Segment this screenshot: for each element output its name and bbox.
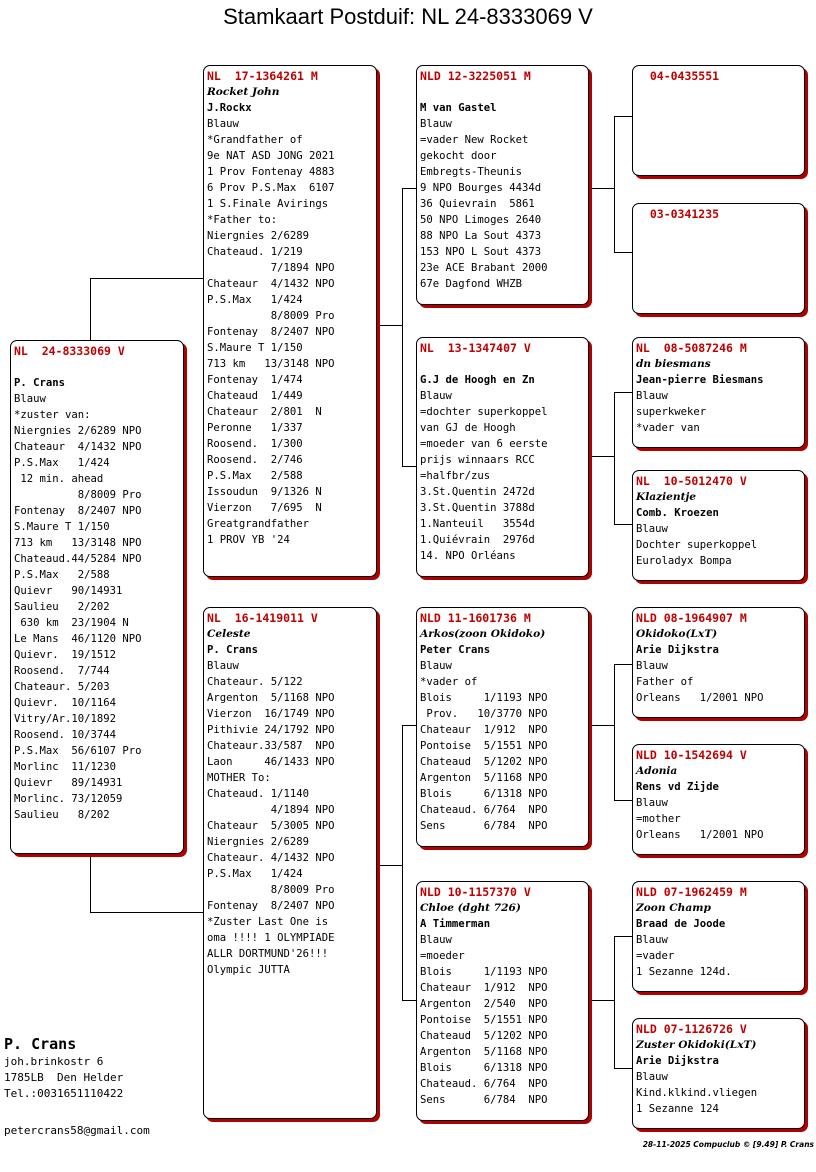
breeder-name: Braad de Joode [636,918,726,930]
pedigree-line: Chateaud. 1/1140 [207,788,310,800]
connector-line [402,1000,416,1001]
ring-number: NLD 11-1601736 M [420,611,531,625]
pedigree-line: Roosend. 10/3744 [14,729,117,741]
connector-line [90,854,91,912]
pedigree-line: Vierzon 7/695 N [207,502,322,514]
breeder-name: A Timmerman [420,918,491,930]
connector-line [402,466,416,467]
ring-number: NLD 08-1964907 M [636,611,747,625]
pedigree-line: Argenton 5/1168 NPO [420,772,548,784]
pigeon-card-mother[interactable] [203,607,377,1119]
pedigree-line: 50 NPO Limoges 2640 [420,214,542,226]
ring-number: 03-0341235 [636,207,720,221]
pedigree-line: P.S.Max 1/424 [14,457,110,469]
pigeon-name: Celeste [207,628,251,640]
pedigree-line: Chateaur 1/912 NPO [420,724,548,736]
pedigree-line: Saulieu 2/202 [14,601,110,613]
pedigree-line: 713 km 13/3148 NPO [207,358,335,370]
pedigree-line: 88 NPO La Sout 4373 [420,230,542,242]
connector-line [378,865,402,866]
pigeon-card-mm-mother[interactable] [632,1018,805,1129]
pedigree-line: ALLR DORTMUND'26!!! [207,948,329,960]
pigeon-name: Adonia [636,765,678,777]
pedigree-line: Blauw [636,934,668,946]
pedigree-line: P.S.Max 1/424 [207,868,303,880]
breeder-name [636,100,801,116]
connector-line [614,252,632,253]
pedigree-line: *vader van [636,422,700,434]
pedigree-line: Quievr. 10/1164 [14,697,117,709]
pigeon-card-father-father[interactable] [416,65,589,305]
pigeon-card-fm-mother[interactable] [632,470,805,581]
pedigree-line: Fontenay 8/2407 NPO [14,505,142,517]
pedigree-line: Blauw [207,660,239,672]
pigeon-name [420,356,585,372]
pigeon-name: Zoon Champ [636,902,711,914]
pedigree-line: Sens 6/784 NPO [420,1094,548,1106]
pigeon-name: dn biesmans [636,358,711,370]
pedigree-line: 6 Prov P.S.Max 6107 [207,182,335,194]
pedigree-line: Vierzon 16/1749 NPO [207,708,335,720]
pedigree-line: *Father to: [207,214,278,226]
pigeon-card-ff-father[interactable] [632,65,805,176]
pigeon-name [636,222,801,238]
pedigree-line: 1.Quiévrain 2976d [420,534,535,546]
connector-line [614,800,632,801]
pigeon-card-ff-mother[interactable] [632,203,805,314]
pedigree-line: Chateaur 4/1432 NPO [207,278,335,290]
pedigree-line: Chateaur 2/801 N [207,406,322,418]
connector-line [614,1068,632,1069]
pigeon-name: Arkos(zoon Okidoko) [420,628,546,640]
pedigree-line: =mother [636,813,681,825]
pigeon-name: Rocket John [207,86,280,98]
pedigree-line: Blois 1/1193 NPO [420,966,548,978]
pedigree-line: Chateaur. 5/122 [207,676,303,688]
pedigree-line: 36 Quievrain 5861 [420,198,535,210]
connector-line [402,725,403,1000]
ring-number: NLD 10-1542694 V [636,748,747,762]
connector-line [90,278,91,340]
pigeon-card-father[interactable] [203,65,377,577]
connector-line [402,725,416,726]
pedigree-line: =dochter superkoppel [420,406,548,418]
pedigree-line: *Zuster Last One is [207,916,329,928]
pigeon-name: Chloe (dght 726) [420,902,521,914]
pedigree-line: Issoudun 9/1326 N [207,486,322,498]
pigeon-name: Zuster Okidoki(LxT) [636,1039,757,1051]
pedigree-line: S.Maure T 1/150 [207,342,303,354]
pedigree-line: P.S.Max 56/6107 Pro [14,745,142,757]
pedigree-line: 23e ACE Brabant 2000 [420,262,548,274]
pedigree-line: Pithivie 24/1792 NPO [207,724,335,736]
pedigree-line: Laon 46/1433 NPO [207,756,335,768]
pedigree-line: Blois 1/1193 NPO [420,692,548,704]
connector-line [614,524,632,525]
pedigree-line: 9 NPO Bourges 4434d [420,182,542,194]
owner-phone: Tel.:0031651110422 [4,1087,124,1100]
pedigree-line: Blauw [636,390,668,402]
pedigree-line: *Grandfather of [207,134,303,146]
pedigree-line: Fontenay 8/2407 NPO [207,326,335,338]
owner-block [4,1034,123,1102]
pedigree-line: 1 Sezanne 124 [636,1103,719,1115]
pedigree-line: Kind.klkind.vliegen [636,1087,758,1099]
pedigree-line: Chateaud 5/1202 NPO [420,1030,548,1042]
pedigree-line: P.S.Max 2/588 [14,569,110,581]
pedigree-line: Chateaur 1/912 NPO [420,982,548,994]
pedigree-line: =vader [636,950,675,962]
connector-line [614,664,632,665]
pigeon-card-mother-father[interactable] [416,607,589,847]
pedigree-line: Blauw [420,934,452,946]
pedigree-line: Quievr. 19/1512 [14,649,117,661]
pedigree-line: Pontoise 5/1551 NPO [420,740,548,752]
pedigree-line: P.S.Max 2/588 [207,470,303,482]
pedigree-line: 12 min. ahead [14,473,104,485]
pedigree-line: Sens 6/784 NPO [420,820,548,832]
pedigree-line: Roosend. 1/300 [207,438,303,450]
pedigree-line: Embregts-Theunis [420,166,523,178]
connector-line [614,116,632,117]
pedigree-line: Orleans 1/2001 NPO [636,829,764,841]
connector-line [90,278,203,279]
pedigree-line: Fontenay 8/2407 NPO [207,900,335,912]
pedigree-line: Blauw [420,390,452,402]
ring-number: NL 16-1419011 V [207,611,318,625]
pigeon-card-mf-mother[interactable] [632,744,805,855]
pedigree-line: Prov. 10/3770 NPO [420,708,548,720]
connector-line [378,325,402,326]
pedigree-line: Chateaud. 6/764 NPO [420,1078,548,1090]
pedigree-line: Blauw [636,1071,668,1083]
pedigree-line: 1 PROV YB '24 [207,534,290,546]
pigeon-name: Okidoko(LxT) [636,628,718,640]
pedigree-line: Argenton 5/1168 NPO [420,1046,548,1058]
pedigree-line: 1.Nanteuil 3554d [420,518,535,530]
breeder-name: Peter Crans [420,644,491,656]
connector-line [614,936,615,1068]
pedigree-line: Dochter superkoppel [636,539,758,551]
page-title: Stamkaart Postduif: NL 24-8333069 V [223,4,593,29]
pedigree-line: Blauw [14,393,46,405]
connector-line [614,116,615,252]
pedigree-line: 9e NAT ASD JONG 2021 [207,150,335,162]
pedigree-line: Father of [636,676,694,688]
pedigree-line: MOTHER To: [207,772,271,784]
ring-number: NL 13-1347407 V [420,341,531,355]
pedigree-line: Quievr 90/14931 [14,585,123,597]
owner-name: P. Crans [4,1035,77,1053]
pedigree-line: Morlinc. 73/12059 [14,793,123,805]
pedigree-line: Niergnies 2/6289 NPO [14,425,142,437]
pedigree-line: Blauw [207,118,239,130]
pedigree-line: Argenton 5/1168 NPO [207,692,335,704]
breeder-name: Arie Dijkstra [636,1055,719,1067]
breeder-name: Rens vd Zijde [636,781,719,793]
footer-credit: 28-11-2025 Compuclub © [9.49] P. Crans [642,1140,814,1149]
pedigree-line: *vader of [420,676,478,688]
pedigree-line: 1 Prov Fontenay 4883 [207,166,335,178]
pedigree-line: 713 km 13/3148 NPO [14,537,142,549]
connector-line [590,456,614,457]
breeder-name: P. Crans [207,644,259,656]
breeder-name [636,238,801,254]
pedigree-line: Chateaud. 6/764 NPO [420,804,548,816]
pedigree-line: Saulieu 8/202 [14,809,110,821]
pedigree-line: oma !!!! 1 OLYMPIADE [207,932,335,944]
pedigree-line: 67e Dagfond WHZB [420,278,523,290]
ring-number: NLD 07-1962459 M [636,885,747,899]
pedigree-line: Chateaur.33/587 NPO [207,740,335,752]
owner-address-line: 1785LB Den Helder [4,1071,124,1084]
pedigree-line: Blauw [636,797,668,809]
ring-number: NL 24-8333069 V [14,344,125,358]
pedigree-line: 153 NPO L Sout 4373 [420,246,542,258]
pedigree-line: Chateaur 5/3005 NPO [207,820,335,832]
pigeon-card-mm-father[interactable] [632,881,805,992]
pedigree-line: 3.St.Quentin 2472d [420,486,535,498]
pedigree-line: Vitry/Ar.10/1892 [14,713,117,725]
pedigree-line: 8/8009 Pro [207,310,335,322]
pedigree-line: =moeder van 6 eerste [420,438,548,450]
connector-line [614,392,632,393]
breeder-name: Arie Dijkstra [636,644,719,656]
pedigree-line: 630 km 23/1904 N [14,617,129,629]
pedigree-line: Blauw [420,660,452,672]
pigeon-card-mf-father[interactable] [632,607,805,718]
pedigree-line: Fontenay 1/474 [207,374,303,386]
pedigree-line: Chateaur. 4/1432 NPO [207,852,335,864]
ring-number: NLD 07-1126726 V [636,1022,747,1036]
ring-number: NL 17-1364261 M [207,69,318,83]
ring-number: NL 08-5087246 M [636,341,747,355]
pedigree-line: 8/8009 Pro [207,884,335,896]
pedigree-line: 1 Sezanne 124d. [636,966,732,978]
pedigree-line: Blauw [420,118,452,130]
pedigree-line: Olympic JUTTA [207,964,290,976]
pedigree-line: Roosend. 2/746 [207,454,303,466]
pedigree-line: Argenton 2/540 NPO [420,998,548,1010]
pedigree-line: Quievr 89/14931 [14,777,123,789]
connector-line [590,725,614,726]
connector-line [614,392,615,524]
pedigree-line: =vader New Rocket [420,134,529,146]
pigeon-name: Klazientje [636,491,697,503]
pedigree-line: Niergnies 2/6289 [207,230,310,242]
pedigree-line: Greatgrandfather [207,518,310,530]
pedigree-line: 7/1894 NPO [207,262,335,274]
pedigree-line: S.Maure T 1/150 [14,521,110,533]
pedigree-line: Le Mans 46/1120 NPO [14,633,142,645]
pedigree-line: Chateaur 4/1432 NPO [14,441,142,453]
pedigree-line: Chateaud 5/1202 NPO [420,756,548,768]
pigeon-name [14,359,180,375]
pedigree-line: prijs winnaars RCC [420,454,535,466]
pedigree-line: Blois 6/1318 NPO [420,1062,548,1074]
pedigree-line: Roosend. 7/744 [14,665,110,677]
pedigree-line: Chateaud 1/449 [207,390,303,402]
pedigree-line: 1 S.Finale Avirings [207,198,329,210]
pedigree-line: 8/8009 Pro [14,489,142,501]
pedigree-line: =halfbr/zus [420,470,491,482]
connector-line [402,188,416,189]
breeder-name: J.Rockx [207,102,252,114]
owner-address-line: joh.brinkostr 6 [4,1055,104,1068]
connector-line [402,188,403,466]
breeder-name: G.J de Hoogh en Zn [420,374,535,386]
pedigree-line: Orleans 1/2001 NPO [636,692,764,704]
pedigree-line: Blauw [636,660,668,672]
pedigree-line: 4/1894 NPO [207,804,335,816]
pedigree-line: Pontoise 5/1551 NPO [420,1014,548,1026]
pigeon-name [420,84,585,100]
pedigree-line: Blauw [636,523,668,535]
pedigree-line: Morlinc 11/1230 [14,761,117,773]
connector-line [590,1000,614,1001]
connector-line [590,188,614,189]
pedigree-line: Peronne 1/337 [207,422,303,434]
ring-number: NLD 10-1157370 V [420,885,531,899]
pedigree-line: Niergnies 2/6289 [207,836,310,848]
pedigree-line: Chateaud.44/5284 NPO [14,553,142,565]
pedigree-line: Chateaud. 1/219 [207,246,303,258]
pedigree-line: Chateaur. 5/203 [14,681,110,693]
owner-email[interactable]: petercrans58@gmail.com [4,1124,150,1137]
pedigree-line: 3.St.Quentin 3788d [420,502,535,514]
ring-number: NLD 12-3225051 M [420,69,531,83]
breeder-name: P. Crans [14,377,66,389]
connector-line [614,664,615,800]
pedigree-line: =moeder [420,950,465,962]
pigeon-card-subject[interactable] [10,340,184,854]
ring-number: NL 10-5012470 V [636,474,747,488]
pigeon-card-mother-mother[interactable] [416,881,589,1121]
connector-line [614,936,632,937]
breeder-name: M van Gastel [420,102,497,114]
pedigree-line: van GJ de Hoogh [420,422,516,434]
pedigree-line: Euroladyx Bompa [636,555,732,567]
pedigree-line: gekocht door [420,150,497,162]
pigeon-card-fm-father[interactable] [632,337,805,448]
ring-number: 04-0435551 [636,69,720,83]
connector-line [90,912,203,913]
pigeon-name [636,84,801,100]
breeder-name: Jean-pierre Biesmans [636,374,764,386]
pedigree-line: Blois 6/1318 NPO [420,788,548,800]
pigeon-card-father-mother[interactable] [416,337,589,577]
pedigree-line: *zuster van: [14,409,91,421]
pedigree-line: P.S.Max 1/424 [207,294,303,306]
breeder-name: Comb. Kroezen [636,507,719,519]
pedigree-line: superkweker [636,406,707,418]
pedigree-line: 14. NPO Orléans [420,550,516,562]
